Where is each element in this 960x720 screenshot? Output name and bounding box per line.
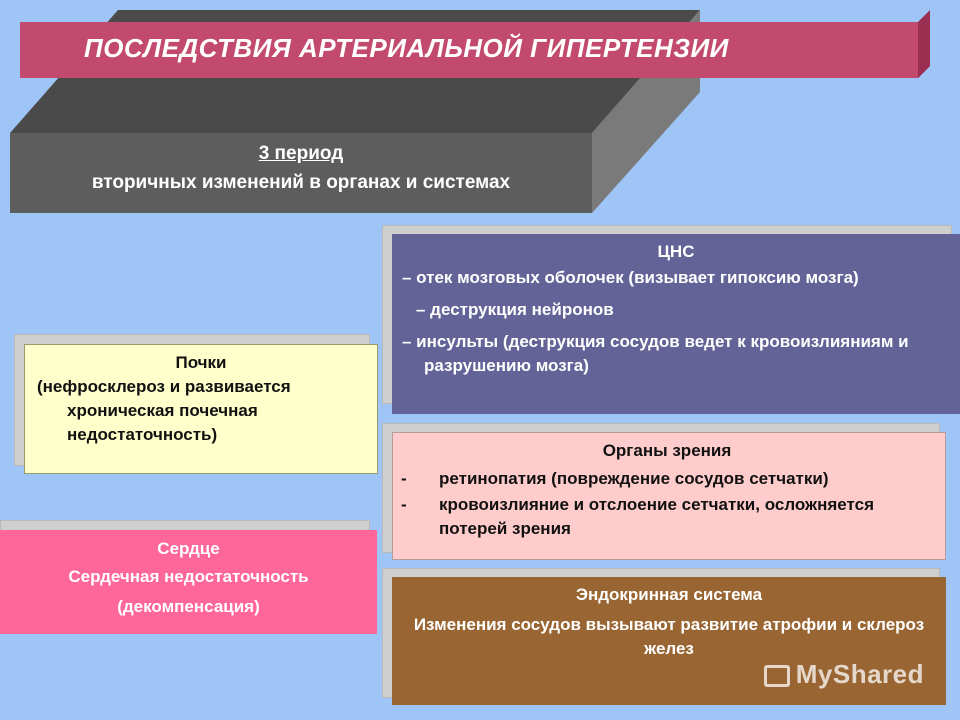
slide-title: ПОСЛЕДСТВИЯ АРТЕРИАЛЬНОЙ ГИПЕРТЕНЗИИ xyxy=(84,33,729,63)
eyes-item: - кровоизлияние и отслоение сетчатки, осложняется потерей зрения xyxy=(401,493,933,541)
period-subtitle: вторичных изменений в органах и системах xyxy=(91,172,511,193)
heart-title: Сердце xyxy=(157,539,220,558)
cns-item: – отек мозговых оболочек (визывает гипоксию мозга) xyxy=(402,268,859,287)
watermark-text: MyShared xyxy=(795,659,924,689)
kidneys-box xyxy=(24,344,378,474)
cns-box xyxy=(392,234,960,414)
heart-line2: (декомпенсация) xyxy=(117,597,260,616)
cns-item: – деструкция нейронов xyxy=(416,300,614,319)
eyes-item: - ретинопатия (повреждение сосудов сетчатки) xyxy=(401,467,933,491)
heart-line1: Сердечная недостаточность xyxy=(68,567,309,586)
heart-box xyxy=(0,530,377,634)
kidneys-text: (нефросклероз и развивается хроническая почечная недостаточность) xyxy=(37,377,291,444)
watermark xyxy=(764,659,924,690)
endocrine-text: Изменения сосудов вызывают развитие атрофии и склероз желез xyxy=(413,615,925,658)
period-heading: 3 период xyxy=(258,143,344,164)
title-banner xyxy=(20,22,918,78)
endocrine-title: Эндокринная система xyxy=(575,585,763,604)
eyes-item-text: кровоизлияние и отслоение сетчатки, осложняется потерей зрения xyxy=(439,495,874,538)
watermark-icon xyxy=(764,665,790,687)
eyes-title: Органы зрения xyxy=(602,441,732,460)
cns-title: ЦНС xyxy=(657,242,695,261)
cns-item: – инсульты (деструкция сосудов ведет к кровоизлияниям и разрушению мозга) xyxy=(402,332,909,375)
period-label xyxy=(10,140,592,198)
kidneys-title: Почки xyxy=(175,353,227,372)
eyes-box xyxy=(392,432,946,560)
eyes-item-text: ретинопатия (повреждение сосудов сетчатки) xyxy=(439,469,829,488)
